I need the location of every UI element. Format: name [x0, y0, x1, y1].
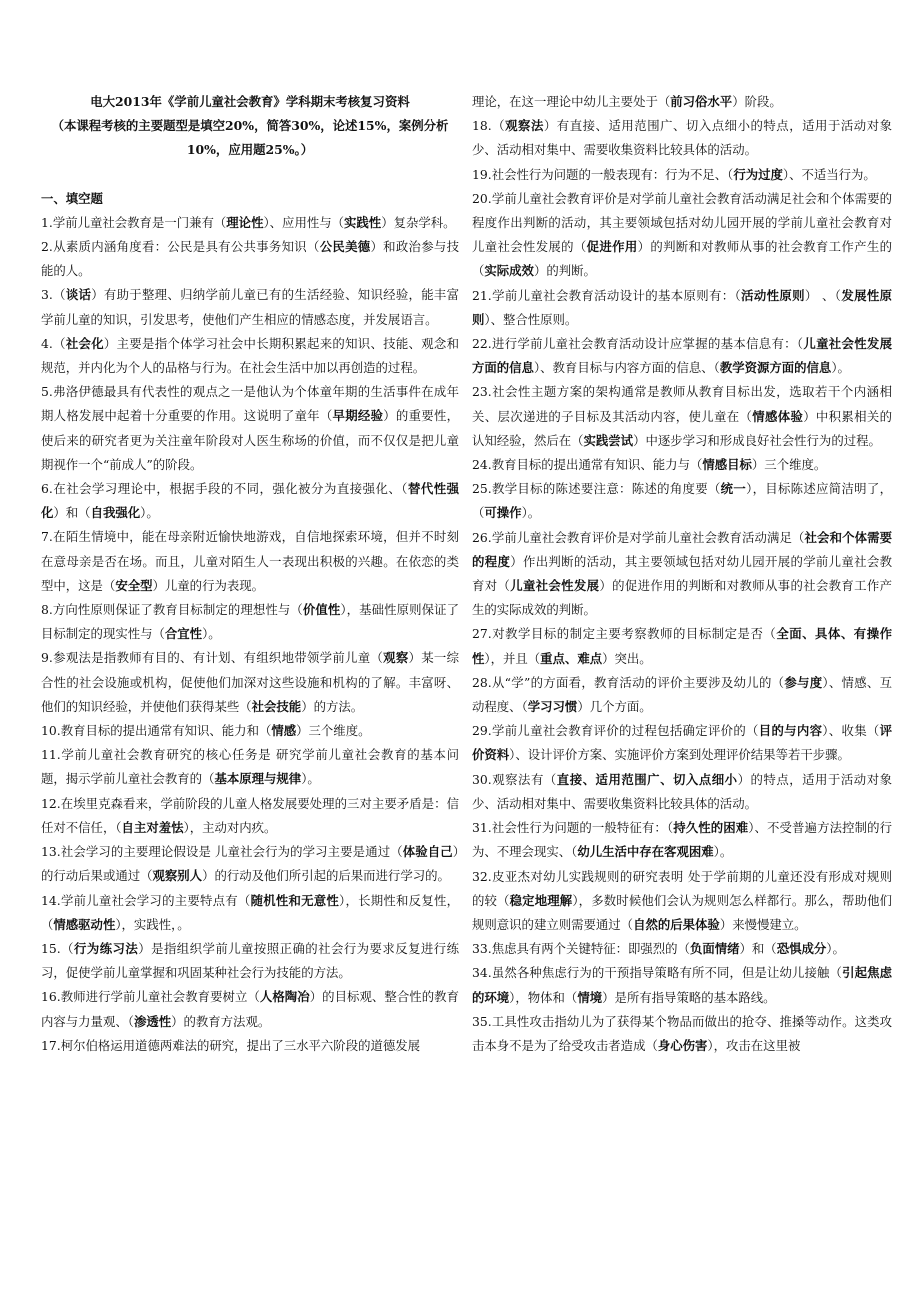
question-item: [41, 1034, 459, 1058]
question-text: 6.在社会学习理论中，根据手段的不同，强化被分为直接强化、（: [41, 481, 408, 497]
question-text: 32.皮亚杰对幼儿实践规则的研究表明 处于学前期的儿童还没有形成对规则的较（: [472, 868, 892, 908]
answer-text: 评价资料: [472, 723, 892, 763]
answer-text: 持久性的困难: [673, 820, 749, 836]
answer-text: 情感目标: [702, 457, 752, 473]
question-text: ）和（: [739, 941, 777, 957]
question-text: 4.（: [41, 335, 66, 351]
question-text: ），实践性，。: [115, 916, 190, 932]
question-text: ）来慢慢建立。: [719, 916, 807, 932]
question-text: ）、不适当行为。: [782, 166, 876, 182]
question-text: ）的方法。: [301, 698, 364, 714]
question-item: [41, 380, 459, 477]
question-item: [472, 284, 892, 332]
answer-text: 早期经验: [332, 408, 384, 424]
question-text: ）的行动及他们所引起的后果而进行学习的。: [202, 868, 450, 884]
question-text: 20.学前儿童社会教育评价是对学前儿童社会教育活动满足社会和个体需要的程度作出判断的活动，其主要领域包括对幼儿园开展的学前儿童社会教育对儿童社会性发展的（: [472, 190, 892, 255]
answer-text: 情境: [577, 989, 603, 1005]
question-text: 25.教学目标的陈述要注意：陈述的角度要（: [472, 481, 721, 497]
answer-text: 目的与内容: [758, 723, 823, 739]
answer-text: 安全型: [115, 577, 153, 593]
answer-text: 实践尝试: [583, 432, 634, 448]
question-text: 11.学前儿童社会教育研究的核心任务是 研究学前儿童社会教育的基本问题，揭示学前儿童社会教育的（: [41, 747, 459, 787]
question-item: [41, 889, 459, 937]
question-item: [41, 792, 459, 840]
question-item: [472, 1010, 892, 1058]
question-item: [41, 332, 459, 380]
answer-text: 行为过度: [733, 166, 783, 182]
question-text: ），目标陈述应简洁明了，（: [472, 481, 892, 521]
question-item: [41, 283, 459, 331]
question-item: [472, 477, 892, 525]
question-text: ）的促进作用的判断和对教师从事的社会教育工作产生的实际成效的判断。: [472, 578, 893, 618]
question-text: ）和政治参与技能的人。: [41, 239, 460, 279]
answer-text: 情感体验: [752, 408, 804, 424]
question-text: ）。: [713, 844, 733, 860]
question-text: 19.社会性行为问题的一般表现有：行为不足、（: [472, 166, 734, 182]
question-text: ），物体和（: [509, 989, 578, 1005]
answer-text: 观察别人: [152, 868, 203, 884]
question-text: 1.学前儿童社会教育是一门兼有（: [41, 214, 227, 230]
question-text: 8.方向性原则保证了教育目标制定的理想性与（: [41, 602, 303, 618]
question-item: [41, 211, 459, 235]
question-text: 16.教师进行学前儿童社会教育要树立（: [41, 989, 260, 1005]
question-text: 14.学前儿童社会学习的主要特点有（: [41, 892, 251, 908]
question-item: [472, 187, 892, 284]
question-text: ）、整合性原则。: [484, 311, 578, 327]
question-text: ）的重要性，使后来的研究者更为关注童年阶段对人医生称场的价值，而不仅仅是把儿童期视作一个“前成人”的阶段。: [41, 408, 460, 472]
question-text: ）突出。: [602, 650, 652, 666]
right-question-list: [472, 90, 892, 1058]
question-text: 15.（: [41, 940, 75, 956]
answer-text: 社会化: [65, 335, 104, 351]
answer-text: 社会技能: [251, 698, 302, 714]
question-text: ），攻击在这里被: [707, 1037, 801, 1053]
question-item: [472, 380, 892, 453]
question-item: [41, 477, 459, 525]
question-text: ）、应用性与（: [263, 214, 345, 230]
question-item: [472, 719, 892, 767]
question-text: ）几个方面。: [577, 699, 652, 715]
question-text: 12.在埃里克森看来，学前阶段的儿童人格发展要处理的三对主要矛盾是：信任对不信任，（: [41, 795, 459, 835]
question-text: 理论，在这一理论中幼儿主要处于（: [472, 94, 671, 109]
right-column: [472, 90, 892, 1058]
answer-text: 自我强化: [90, 505, 141, 521]
answer-text: 价值性: [302, 602, 341, 618]
answer-text: 可操作: [484, 505, 522, 521]
question-text: ）中积累相关的认知经验，然后在（: [472, 408, 893, 448]
question-item: [41, 525, 459, 598]
answer-text: 儿童社会性发展方面的信息: [472, 336, 892, 376]
question-item: [41, 646, 459, 719]
question-text: ） 、（: [804, 287, 842, 303]
question-item: [472, 816, 892, 864]
question-item: [472, 937, 892, 961]
question-text: 34.虽然各种焦虑行为的干预指导策略有所不同，但是让幼儿接触（: [472, 965, 843, 981]
question-text: 21.学前儿童社会教育活动设计的基本原则有：（: [472, 287, 742, 303]
answer-text: 情感驱动性: [53, 916, 116, 932]
answer-text: 统一: [720, 481, 747, 497]
answer-text: 发展性原则: [472, 287, 893, 327]
question-text: ）。: [140, 505, 159, 521]
question-text: ）主要是指个体学习社会中长期积累起来的知识、技能、观念和规范，并内化为个人的品格与行为。在社会生活中加以再创造的过程。: [41, 335, 460, 376]
question-text: 29.学前儿童社会教育评价的过程包括确定评价的（: [472, 723, 759, 739]
question-text: 18.（: [472, 118, 506, 134]
answer-text: 合宜性: [164, 626, 203, 642]
question-text: ）、收集（: [822, 723, 880, 739]
question-item: [472, 332, 892, 380]
answer-text: 观察: [383, 650, 409, 666]
question-text: ）的判断和对教师从事的社会教育工作产生的（: [472, 239, 893, 279]
question-text: ）。: [521, 505, 541, 521]
question-text: ）。: [826, 941, 845, 957]
question-item: [472, 453, 892, 477]
question-text: 13.社会学习的主要理论假设是 儿童社会行为的学习主要是通过（: [41, 844, 403, 860]
question-text: ），基础性原则保证了目标制定的现实性与（: [41, 602, 459, 642]
answer-text: 直接、适用范围广、切入点细小: [556, 771, 738, 787]
question-text: 27.对教学目标的制定主要考察教师的目标制定是否（: [472, 626, 777, 642]
answer-text: 自然的后果体验: [633, 916, 720, 932]
left-column: [41, 90, 459, 1058]
question-text: 35.工具性攻击指幼儿为了获得某个物品而做出的抢夺、推搡等动作。这类攻击本身不是为了给受攻击者造成（: [472, 1013, 892, 1053]
question-item: [472, 526, 892, 623]
question-text: ）。: [831, 360, 850, 376]
question-text: 33.焦虑具有两个关键特征：即强烈的（: [472, 941, 690, 957]
question-text: 26.学前儿童社会教育评价是对学前儿童社会教育活动满足（: [472, 529, 805, 545]
answer-text: 理论性: [226, 214, 264, 230]
answer-text: 稳定地理解: [509, 892, 573, 908]
question-text: 31.社会性行为问题的一般特征有：（: [472, 820, 674, 836]
question-text: ）。: [202, 626, 221, 642]
question-text: 2.从素质内涵角度看：公民是具有公共事务知识（: [41, 239, 320, 255]
answer-text: 公民美德: [319, 239, 371, 255]
answer-text: 引起焦虑的环境: [472, 965, 892, 1005]
question-text: ）、教育目标与内容方面的信息、（: [533, 360, 720, 376]
question-item: [41, 840, 459, 888]
question-text: ）儿童的行为表现。: [152, 577, 265, 593]
answer-text: 基本原理与规律: [214, 771, 302, 787]
question-text: ），主动对内疚。: [183, 819, 277, 835]
question-item: [472, 114, 892, 162]
answer-text: 身心伤害: [657, 1037, 708, 1053]
section-heading: 一、填空题: [41, 190, 103, 206]
question-text: ）的教育方法观。: [171, 1013, 271, 1029]
answer-text: 替代性强化: [41, 481, 460, 521]
answer-text: 谈话: [65, 287, 92, 303]
answer-text: 情感: [271, 723, 297, 739]
question-item: [472, 865, 892, 938]
question-item: [472, 671, 892, 719]
answer-text: 渗透性: [133, 1013, 172, 1029]
question-item: [41, 937, 459, 985]
question-text: ）的特点，适用于活动对象少、活动相对集中、需要收集资料比较具体的活动。: [472, 771, 893, 811]
answer-text: 随机性和无意性: [250, 892, 340, 908]
answer-text: 负面情绪: [689, 941, 740, 957]
question-text: 17.柯尔伯格运用道德两难法的研究，提出了三水平六阶段的道德发展: [41, 1037, 421, 1053]
answer-text: 幼儿生活中存在客观困难: [577, 844, 714, 860]
question-item: [41, 719, 459, 743]
question-text: 23.社会性主题方案的架构通常是教师从教育目标出发，选取若干个内涵相关、层次递进的子目标及其活动内容，使儿童在（: [472, 384, 892, 424]
question-text: 7.在陌生情境中，能在母亲附近愉快地游戏，自信地探索环境，但并不时刻在意母亲是否在场。而且，儿童对陌生人一表现出积极的兴趣。在依恋的类型中，这是（: [41, 529, 459, 593]
question-text: ）、设计评价方案、实施评价方案到处理评价结果等若干步骤。: [509, 747, 850, 763]
question-item: [41, 743, 459, 791]
question-text: ）复杂学科。: [381, 214, 456, 230]
answer-text: 观察法: [505, 118, 544, 134]
question-item: [472, 90, 892, 114]
question-text: 10.教育目标的提出通常有知识、能力和（: [41, 723, 272, 739]
question-item: [41, 598, 459, 646]
question-item: [472, 622, 892, 670]
document-title: 电大2013年《学前儿童社会教育》学科期末考核复习资料: [90, 94, 410, 109]
question-text: ），并且（: [484, 650, 541, 666]
question-text: ）的目标观、整合性的教育内容与力量观、（: [41, 989, 460, 1029]
question-text: ）是指组织学前儿童按照正确的社会行为要求反复进行练习，促使学前儿童掌握和巩固某种社会行为技能的方法。: [41, 940, 460, 981]
answer-text: 行为练习法: [74, 940, 139, 956]
answer-text: 重点、难点: [540, 650, 603, 666]
question-text: ）、情感、互动程度、（: [472, 674, 893, 715]
question-text: ）的判断。: [533, 263, 596, 279]
question-text: 5.弗洛伊德最具有代表性的观点之一是他认为个体童年期的生活事件在成年期人格发展中起着十分重要的作用。这说明了童年（: [41, 384, 459, 424]
question-text: ）中逐步学习和形成良好社会性行为的过程。: [633, 432, 881, 448]
question-text: ）、不受普遍方法控制的行为、不理会现实、（: [472, 820, 892, 860]
question-text: 28.从“学”的方面看，教育活动的评价主要涉及幼儿的（: [472, 674, 785, 690]
question-text: ）是所有指导策略的基本路线。: [602, 989, 776, 1005]
question-text: ）有直接、适用范围广、切入点细小的特点，适用于活动对象少、活动相对集中、需要收集资料比较具体的活动。: [472, 118, 893, 158]
question-item: [472, 163, 892, 187]
question-text: ）作出判断的活动，其主要领域包括对幼儿园开展的学前儿童社会教育对（: [472, 553, 893, 594]
question-text: ）。: [301, 771, 320, 787]
answer-text: 恐惧成分: [776, 941, 827, 957]
answer-text: 全面、具体、有操作性: [472, 626, 893, 666]
question-text: ），长期性和反复性，（: [41, 892, 459, 932]
answer-text: 实践性: [344, 214, 382, 230]
answer-text: 促进作用: [586, 239, 638, 255]
question-text: ）某一综合性的社会设施或机构，促使他们加深对这些设施和机构的了解。丰富呀、他们的知识经验，并使他们获得某些（: [41, 650, 460, 714]
answer-text: 实际成效: [484, 263, 534, 279]
answer-text: 自主对羞怯: [121, 819, 184, 835]
answer-text: 前习俗水平: [670, 94, 733, 109]
answer-text: 儿童社会性发展: [510, 578, 600, 594]
question-text: 22.进行学前儿童社会教育活动设计应掌握的基本信息有：（: [472, 336, 804, 352]
question-text: ）阶段。: [732, 94, 782, 109]
left-question-list: [41, 211, 459, 1058]
question-text: 9.参观法是指教师有目的、有计划、有组织地带领学前儿童（: [41, 650, 384, 666]
answer-text: 参与度: [784, 674, 823, 690]
answer-text: 社会和个体需要的程度: [472, 529, 892, 569]
question-text: ）三个维度。: [296, 723, 371, 739]
question-text: 30.观察法有（: [472, 771, 557, 787]
answer-text: 教学资源方面的信息: [719, 360, 832, 376]
answer-text: 体验自己: [402, 844, 453, 860]
question-text: 3.（: [41, 287, 66, 303]
question-item: [472, 961, 892, 1009]
question-text: 24.教育目标的提出通常有知识、能力与（: [472, 457, 703, 473]
answer-text: 学习习惯: [527, 699, 578, 715]
question-text: ）的行动后果或通过（: [41, 844, 459, 884]
question-text: ），多数时候他们会认为规则怎么样都行。那么，帮助他们规则意识的建立则需要通过（: [472, 892, 893, 932]
question-item: [41, 985, 459, 1033]
question-text: ）三个维度。: [751, 457, 827, 473]
question-text: ）和（: [53, 505, 91, 521]
question-item: [472, 768, 892, 816]
answer-text: 活动性原则: [741, 287, 805, 303]
question-item: [41, 235, 459, 283]
answer-text: 人格陶冶: [259, 989, 310, 1005]
question-text: ）有助于整理、归纳学前儿童已有的生活经验、知识经验，能丰富学前儿童的知识，引发思考，使他们产生相应的情感态度，并发展语言。: [41, 287, 460, 327]
document-subtitle: （本课程考核的主要题型是填空20%，简答30%，论述15%，案例分析10%，应用题25%。）: [51, 118, 449, 158]
